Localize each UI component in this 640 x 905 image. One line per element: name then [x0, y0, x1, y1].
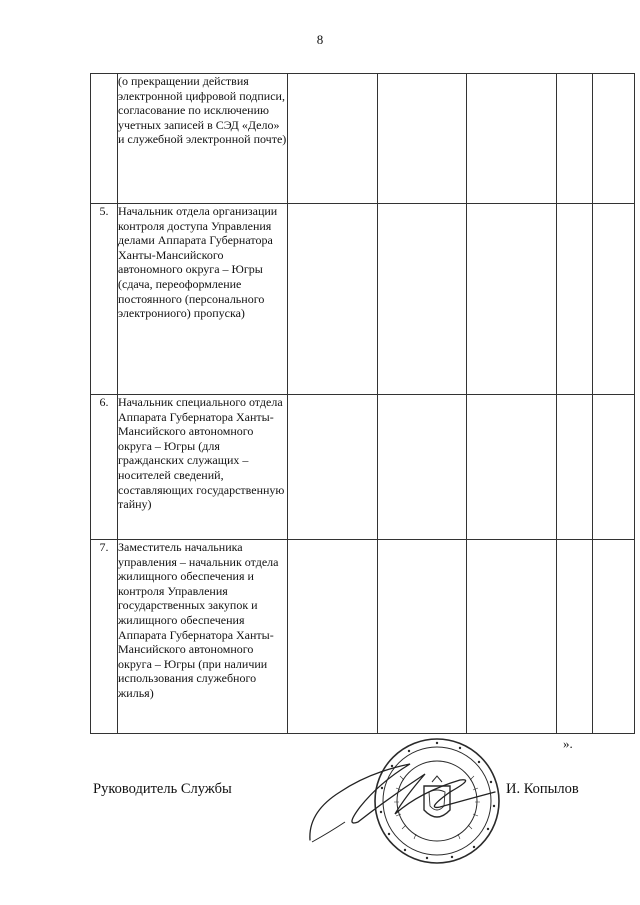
empty-cell — [467, 74, 557, 204]
empty-cell — [593, 74, 635, 204]
table-row — [91, 540, 635, 734]
empty-cell — [288, 74, 378, 204]
empty-cell — [467, 395, 557, 540]
row-number — [91, 74, 118, 204]
approval-table — [90, 73, 635, 734]
empty-cell — [557, 540, 593, 734]
signature-name: И. Копылов — [506, 781, 579, 797]
row-number: 7. — [91, 540, 118, 734]
empty-cell — [557, 204, 593, 395]
row-description: Начальник специального отдела Аппарата Губернатора Ханты-Мансийского автономного округа – Югры (для гражданских служащих – носителей сведений, составляющих государственную тайну) — [118, 395, 288, 540]
empty-cell — [288, 204, 378, 395]
empty-cell — [593, 540, 635, 734]
signature-label: Руководитель Службы — [93, 781, 232, 797]
empty-cell — [467, 540, 557, 734]
empty-cell — [467, 204, 557, 395]
empty-cell — [378, 540, 467, 734]
table-row — [91, 395, 635, 540]
empty-cell — [378, 204, 467, 395]
empty-cell — [557, 395, 593, 540]
empty-cell — [378, 74, 467, 204]
empty-cell — [378, 395, 467, 540]
row-description: Заместитель начальника управления – начальник отдела жилищного обеспечения и контроля Управления государственных закупок и жилищного обеспечения Аппарата Губернатора Ханты-Мансийского автономного округа – Югры (при наличии использования служебного жилья) — [118, 540, 288, 734]
empty-cell — [288, 395, 378, 540]
empty-cell — [557, 74, 593, 204]
empty-cell — [288, 540, 378, 734]
closing-quote: ». — [563, 736, 573, 751]
table-row — [91, 204, 635, 395]
page-number: 8 — [316, 32, 324, 47]
empty-cell — [593, 204, 635, 395]
empty-cell — [593, 395, 635, 540]
row-description: Начальник отдела организации контроля доступа Управления делами Аппарата Губернатора Ханты-Мансийского автономного округа – Югры (сдача, переоформление постоянного (персонального электрониого) пропуска) — [118, 204, 288, 395]
handwritten-signature-icon — [300, 752, 500, 847]
row-number: 5. — [91, 204, 118, 395]
row-description: (о прекращении действия электронной цифровой подписи, согласование по исключению учетных записей в СЭД «Дело» и служебной электронной почте) — [118, 74, 288, 204]
table-row — [91, 74, 635, 204]
row-number: 6. — [91, 395, 118, 540]
